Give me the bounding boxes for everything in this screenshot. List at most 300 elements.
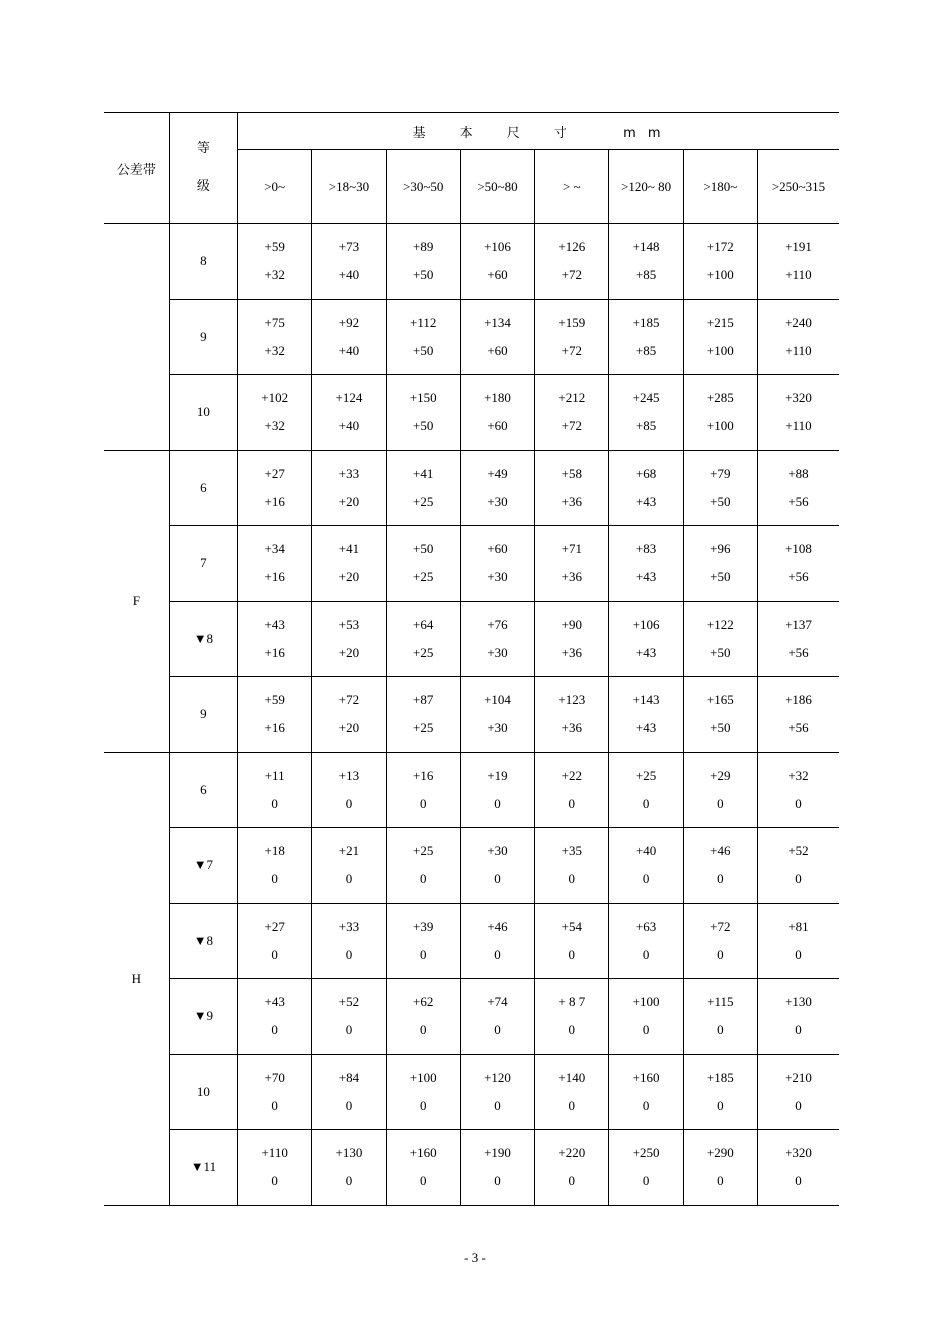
lower-deviation: +32 <box>264 418 285 434</box>
upper-deviation: +89 <box>413 239 434 255</box>
upper-deviation: +285 <box>706 390 734 406</box>
upper-deviation: +134 <box>484 314 511 330</box>
tolerance-cell <box>609 601 683 677</box>
lower-deviation: +50 <box>413 342 434 358</box>
upper-deviation: +191 <box>785 239 812 255</box>
tolerance-cell <box>757 450 839 526</box>
lower-deviation: 0 <box>795 1022 802 1038</box>
lower-deviation: +43 <box>635 493 657 509</box>
upper-deviation: +130 <box>785 994 812 1010</box>
upper-deviation: +60 <box>487 541 508 557</box>
tolerance-cell <box>238 677 312 753</box>
upper-deviation: +63 <box>635 918 657 934</box>
tolerance-cell <box>386 979 460 1055</box>
upper-deviation: +75 <box>264 314 285 330</box>
lower-deviation: +50 <box>710 720 731 736</box>
tolerance-cell <box>386 375 460 451</box>
tolerance-cell <box>312 752 386 828</box>
tolerance-cell <box>757 299 839 375</box>
upper-deviation: +76 <box>487 616 508 632</box>
tolerance-cell <box>683 1054 757 1130</box>
table-row <box>104 526 839 602</box>
tolerance-cell <box>386 299 460 375</box>
range-header: >120~ 80 <box>609 150 683 224</box>
upper-deviation: +34 <box>264 541 285 557</box>
upper-deviation: +18 <box>264 843 285 859</box>
lower-deviation: 0 <box>717 1173 724 1189</box>
upper-deviation: +35 <box>561 843 582 859</box>
upper-deviation: +27 <box>264 918 285 934</box>
tolerance-cell <box>238 1130 312 1206</box>
range-header: > ~ <box>535 150 609 224</box>
tolerance-cell <box>757 752 839 828</box>
tolerance-cell <box>238 375 312 451</box>
tolerance-cell <box>683 903 757 979</box>
lower-deviation: 0 <box>795 795 802 811</box>
lower-deviation: +43 <box>635 720 657 736</box>
tolerance-cell <box>460 1054 534 1130</box>
lower-deviation: 0 <box>494 1097 501 1113</box>
tolerance-cell <box>535 752 609 828</box>
lower-deviation: 0 <box>568 1173 576 1189</box>
upper-deviation: +71 <box>561 541 582 557</box>
upper-deviation: +126 <box>558 239 586 255</box>
tolerance-cell <box>460 224 534 300</box>
grade-header-top: 等 <box>196 141 210 156</box>
lower-deviation: +56 <box>788 493 809 509</box>
grade-header-bottom: 级 <box>196 179 210 194</box>
upper-deviation: +30 <box>487 843 508 859</box>
upper-deviation: +100 <box>632 994 660 1010</box>
tolerance-cell <box>386 752 460 828</box>
tolerance-cell <box>460 601 534 677</box>
tolerance-cell <box>312 979 386 1055</box>
lower-deviation: +30 <box>487 720 508 736</box>
upper-deviation: +27 <box>264 465 285 481</box>
upper-deviation: +180 <box>484 390 511 406</box>
title-unit-2: m <box>647 125 661 141</box>
tolerance-cell <box>386 601 460 677</box>
lower-deviation: +60 <box>487 418 508 434</box>
tolerance-cell <box>386 677 460 753</box>
upper-deviation: +81 <box>788 918 809 934</box>
tolerance-cell <box>757 601 839 677</box>
table-row <box>104 450 839 526</box>
tolerance-cell <box>683 450 757 526</box>
tolerance-cell <box>386 903 460 979</box>
tolerance-cell <box>609 903 683 979</box>
tolerance-cell <box>535 450 609 526</box>
tolerance-cell <box>683 375 757 451</box>
grade-cell: 6 <box>169 752 237 828</box>
lower-deviation: 0 <box>271 1173 278 1189</box>
title-char-1: 基 <box>412 125 426 141</box>
upper-deviation: +39 <box>413 918 434 934</box>
upper-deviation: +137 <box>785 616 812 632</box>
upper-deviation: +100 <box>409 1069 437 1085</box>
lower-deviation: 0 <box>642 1022 650 1038</box>
tolerance-cell <box>757 677 839 753</box>
lower-deviation: +30 <box>487 569 508 585</box>
upper-deviation: +46 <box>710 843 731 859</box>
upper-deviation: +172 <box>706 239 734 255</box>
lower-deviation: 0 <box>345 1173 353 1189</box>
upper-deviation: + 8 7 <box>558 994 586 1010</box>
upper-deviation: +240 <box>785 314 812 330</box>
upper-deviation: +110 <box>261 1145 288 1161</box>
upper-deviation: +186 <box>785 692 812 708</box>
lower-deviation: +56 <box>788 644 809 660</box>
tolerance-cell <box>757 224 839 300</box>
grade-header <box>169 113 237 224</box>
lower-deviation: 0 <box>419 1097 427 1113</box>
lower-deviation: +20 <box>338 569 360 585</box>
upper-deviation: +190 <box>484 1145 511 1161</box>
tolerance-cell <box>535 299 609 375</box>
upper-deviation: +59 <box>264 239 285 255</box>
tolerance-cell <box>312 903 386 979</box>
lower-deviation: +43 <box>635 644 657 660</box>
title-char-2: 本 <box>459 125 473 141</box>
tolerance-cell <box>238 979 312 1055</box>
upper-deviation: +64 <box>413 616 434 632</box>
upper-deviation: +72 <box>710 918 731 934</box>
lower-deviation: 0 <box>271 1022 278 1038</box>
tolerance-cell <box>757 375 839 451</box>
lower-deviation: 0 <box>419 1022 427 1038</box>
tolerance-cell <box>386 526 460 602</box>
grade-cell: 10 <box>169 375 237 451</box>
upper-deviation: +50 <box>413 541 434 557</box>
lower-deviation: +25 <box>413 493 434 509</box>
tolerance-cell <box>312 1130 386 1206</box>
lower-deviation: 0 <box>795 1097 802 1113</box>
lower-deviation: 0 <box>642 946 650 962</box>
lower-deviation: +16 <box>264 644 285 660</box>
lower-deviation: 0 <box>419 795 427 811</box>
lower-deviation: 0 <box>271 871 278 887</box>
upper-deviation: +140 <box>558 1069 586 1085</box>
upper-deviation: +106 <box>632 616 660 632</box>
lower-deviation: 0 <box>568 1022 576 1038</box>
table-row <box>104 979 839 1055</box>
lower-deviation: +100 <box>706 418 734 434</box>
upper-deviation: +72 <box>338 692 360 708</box>
tolerance-cell <box>609 752 683 828</box>
tolerance-cell <box>312 601 386 677</box>
upper-deviation: +160 <box>632 1069 660 1085</box>
tolerance-cell <box>683 828 757 904</box>
upper-deviation: +62 <box>413 994 434 1010</box>
tolerance-table <box>104 112 839 1206</box>
lower-deviation: +16 <box>264 720 285 736</box>
tolerance-cell <box>386 828 460 904</box>
lower-deviation: +16 <box>264 493 285 509</box>
upper-deviation: +40 <box>635 843 657 859</box>
upper-deviation: +29 <box>710 767 731 783</box>
tolerance-cell <box>757 526 839 602</box>
lower-deviation: 0 <box>717 946 724 962</box>
tolerance-cell <box>312 375 386 451</box>
grade-cell: 10 <box>169 1054 237 1130</box>
title-char-4: 寸 <box>553 125 567 141</box>
tolerance-cell <box>238 1054 312 1130</box>
lower-deviation: +40 <box>338 342 360 358</box>
upper-deviation: +106 <box>484 239 511 255</box>
page-number: - 3 - <box>464 1250 486 1265</box>
upper-deviation: +58 <box>561 465 582 481</box>
grade-cell: 7 <box>169 526 237 602</box>
range-header: >0~ <box>238 150 312 224</box>
upper-deviation: +130 <box>335 1145 363 1161</box>
upper-deviation: +102 <box>261 390 289 406</box>
tolerance-cell <box>757 979 839 1055</box>
table-row <box>104 903 839 979</box>
upper-deviation: +124 <box>335 390 363 406</box>
tolerance-cell <box>683 299 757 375</box>
range-header: >180~ <box>683 150 757 224</box>
lower-deviation: +110 <box>785 342 812 358</box>
lower-deviation: +72 <box>561 342 582 358</box>
band-header: 公差带 <box>104 113 169 224</box>
lower-deviation: +25 <box>413 644 434 660</box>
table-row <box>104 224 839 300</box>
upper-deviation: +79 <box>710 465 731 481</box>
lower-deviation: +30 <box>487 493 508 509</box>
range-header: >30~50 <box>386 150 460 224</box>
upper-deviation: +53 <box>338 616 360 632</box>
tolerance-cell <box>460 299 534 375</box>
tolerance-cell <box>460 677 534 753</box>
table-row <box>104 752 839 828</box>
upper-deviation: +250 <box>632 1145 660 1161</box>
lower-deviation: 0 <box>419 871 427 887</box>
lower-deviation: 0 <box>568 871 576 887</box>
title-unit-1: m <box>623 125 636 141</box>
lower-deviation: 0 <box>717 871 724 887</box>
lower-deviation: 0 <box>494 946 501 962</box>
lower-deviation: 0 <box>494 1173 501 1189</box>
upper-deviation: +13 <box>338 767 360 783</box>
lower-deviation: +36 <box>561 493 582 509</box>
tolerance-cell <box>683 601 757 677</box>
upper-deviation: +68 <box>635 465 657 481</box>
upper-deviation: +21 <box>338 843 360 859</box>
upper-deviation: +160 <box>409 1145 437 1161</box>
range-header: >18~30 <box>312 150 386 224</box>
range-header: >250~315 <box>757 150 839 224</box>
lower-deviation: +60 <box>487 267 508 283</box>
tolerance-cell <box>535 526 609 602</box>
lower-deviation: 0 <box>345 1097 353 1113</box>
upper-deviation: +41 <box>338 541 360 557</box>
upper-deviation: +320 <box>785 1145 812 1161</box>
lower-deviation: +72 <box>561 267 582 283</box>
tolerance-cell <box>460 979 534 1055</box>
upper-deviation: +41 <box>413 465 434 481</box>
tolerance-cell <box>609 677 683 753</box>
tolerance-cell <box>460 752 534 828</box>
upper-deviation: +215 <box>706 314 734 330</box>
upper-deviation: +46 <box>487 918 508 934</box>
tolerance-cell <box>535 677 609 753</box>
upper-deviation: +74 <box>487 994 508 1010</box>
upper-deviation: +108 <box>785 541 812 557</box>
lower-deviation: 0 <box>271 1097 278 1113</box>
upper-deviation: +54 <box>561 918 582 934</box>
tolerance-cell <box>757 1054 839 1130</box>
table-row <box>104 299 839 375</box>
lower-deviation: +30 <box>487 644 508 660</box>
upper-deviation: +122 <box>706 616 734 632</box>
lower-deviation: +56 <box>788 720 809 736</box>
tolerance-cell <box>238 828 312 904</box>
tolerance-cell <box>386 450 460 526</box>
grade-cell: ▼8 <box>169 601 237 677</box>
table-row <box>104 1054 839 1130</box>
upper-deviation: +19 <box>487 767 508 783</box>
lower-deviation: 0 <box>717 1022 724 1038</box>
tolerance-cell <box>460 375 534 451</box>
upper-deviation: +245 <box>632 390 660 406</box>
tolerance-cell <box>535 601 609 677</box>
lower-deviation: 0 <box>568 946 576 962</box>
lower-deviation: +100 <box>706 267 734 283</box>
upper-deviation: +83 <box>635 541 657 557</box>
lower-deviation: 0 <box>642 1173 650 1189</box>
upper-deviation: +33 <box>338 465 360 481</box>
band-label: H <box>104 752 169 1205</box>
tolerance-cell <box>609 526 683 602</box>
grade-cell: 6 <box>169 450 237 526</box>
tolerance-cell <box>609 1054 683 1130</box>
lower-deviation: 0 <box>419 1173 427 1189</box>
upper-deviation: +25 <box>635 767 657 783</box>
lower-deviation: +20 <box>338 720 360 736</box>
tolerance-cell <box>609 224 683 300</box>
lower-deviation: 0 <box>568 1097 576 1113</box>
lower-deviation: +50 <box>413 267 434 283</box>
tolerance-cell <box>683 752 757 828</box>
grade-cell: 9 <box>169 299 237 375</box>
tolerance-cell <box>312 1054 386 1130</box>
upper-deviation: +90 <box>561 616 582 632</box>
tolerance-cell <box>238 752 312 828</box>
tolerance-cell <box>683 526 757 602</box>
upper-deviation: +32 <box>788 767 809 783</box>
upper-deviation: +159 <box>558 314 586 330</box>
upper-deviation: +123 <box>558 692 586 708</box>
lower-deviation: 0 <box>795 871 802 887</box>
lower-deviation: 0 <box>419 946 427 962</box>
table-row <box>104 375 839 451</box>
lower-deviation: 0 <box>494 795 501 811</box>
upper-deviation: +115 <box>707 994 734 1010</box>
grade-cell: ▼7 <box>169 828 237 904</box>
tolerance-cell <box>609 979 683 1055</box>
header-row-title <box>104 113 839 150</box>
tolerance-cell <box>683 677 757 753</box>
upper-deviation: +104 <box>484 692 511 708</box>
grade-cell: ▼9 <box>169 979 237 1055</box>
tolerance-cell <box>460 450 534 526</box>
upper-deviation: +143 <box>632 692 660 708</box>
tolerance-cell <box>312 450 386 526</box>
lower-deviation: 0 <box>795 946 802 962</box>
lower-deviation: +50 <box>413 418 434 434</box>
tolerance-cell <box>460 903 534 979</box>
upper-deviation: +92 <box>338 314 360 330</box>
tolerance-cell <box>609 828 683 904</box>
lower-deviation: +85 <box>635 342 657 358</box>
lower-deviation: +36 <box>561 569 582 585</box>
lower-deviation: 0 <box>345 795 353 811</box>
lower-deviation: +32 <box>264 342 285 358</box>
lower-deviation: +25 <box>413 569 434 585</box>
lower-deviation: +72 <box>561 418 582 434</box>
lower-deviation: 0 <box>568 795 576 811</box>
tolerance-cell <box>609 1130 683 1206</box>
table-row <box>104 828 839 904</box>
band-label <box>104 224 169 451</box>
upper-deviation: +185 <box>632 314 660 330</box>
lower-deviation: +40 <box>338 267 360 283</box>
upper-deviation: +49 <box>487 465 508 481</box>
lower-deviation: 0 <box>717 1097 724 1113</box>
upper-deviation: +120 <box>484 1069 511 1085</box>
tolerance-cell <box>460 1130 534 1206</box>
tolerance-cell <box>609 450 683 526</box>
upper-deviation: +220 <box>558 1145 586 1161</box>
upper-deviation: +185 <box>706 1069 734 1085</box>
lower-deviation: 0 <box>642 795 650 811</box>
upper-deviation: +22 <box>561 767 582 783</box>
tolerance-cell <box>535 1130 609 1206</box>
upper-deviation: +148 <box>632 239 660 255</box>
lower-deviation: +50 <box>710 569 731 585</box>
lower-deviation: 0 <box>345 1022 353 1038</box>
tolerance-cell <box>535 903 609 979</box>
lower-deviation: +110 <box>785 267 812 283</box>
lower-deviation: 0 <box>494 1022 501 1038</box>
lower-deviation: +36 <box>561 720 582 736</box>
upper-deviation: +290 <box>706 1145 734 1161</box>
lower-deviation: 0 <box>345 946 353 962</box>
grade-cell: 8 <box>169 224 237 300</box>
lower-deviation: 0 <box>642 1097 650 1113</box>
tolerance-cell <box>609 375 683 451</box>
lower-deviation: +20 <box>338 644 360 660</box>
tolerance-cell <box>312 828 386 904</box>
lower-deviation: 0 <box>494 871 501 887</box>
tolerance-cell <box>683 224 757 300</box>
upper-deviation: +87 <box>413 692 434 708</box>
upper-deviation: +52 <box>788 843 809 859</box>
lower-deviation: 0 <box>717 795 724 811</box>
upper-deviation: +88 <box>788 465 809 481</box>
tolerance-cell <box>238 601 312 677</box>
tolerance-cell <box>460 828 534 904</box>
lower-deviation: +110 <box>785 418 812 434</box>
tolerance-cell <box>609 299 683 375</box>
tolerance-cell <box>238 299 312 375</box>
upper-deviation: +70 <box>264 1069 285 1085</box>
lower-deviation: +56 <box>788 569 809 585</box>
band-label: F <box>104 450 169 752</box>
upper-deviation: +43 <box>264 616 285 632</box>
lower-deviation: +50 <box>710 644 731 660</box>
lower-deviation: +32 <box>264 267 285 283</box>
